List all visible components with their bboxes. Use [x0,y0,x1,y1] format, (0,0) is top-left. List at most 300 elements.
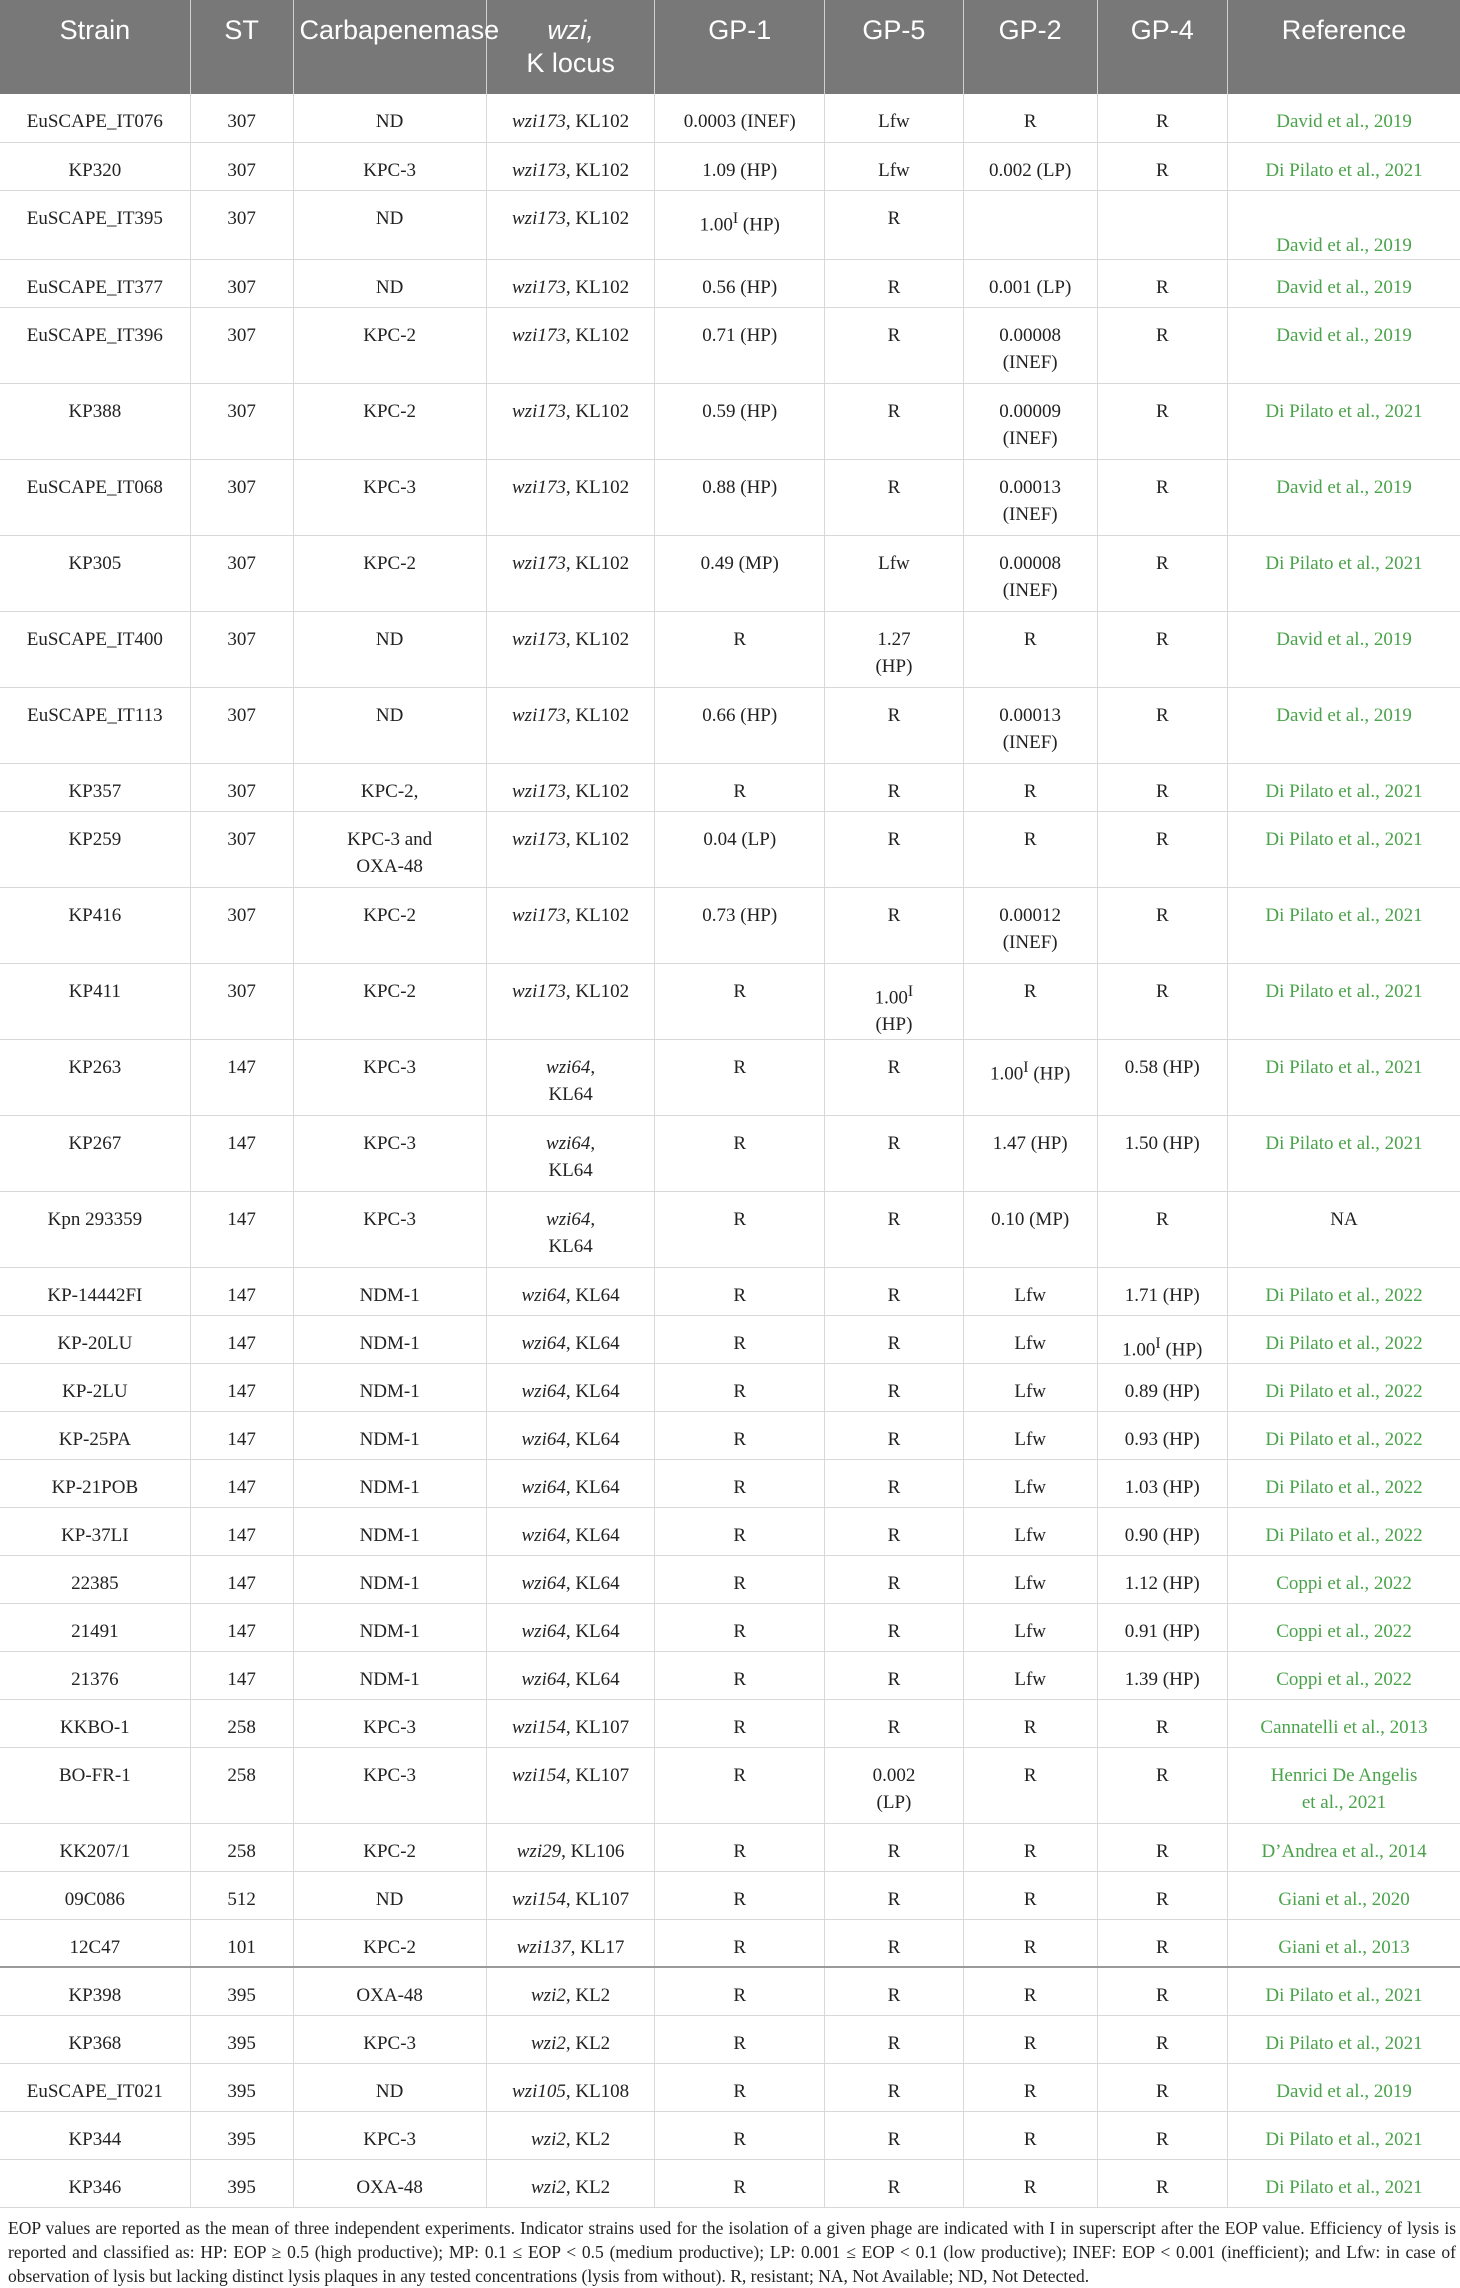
carbapenemase-cell: KPC-3 [363,1716,417,1738]
carbapenemase-cell [293,1115,486,1191]
gp2-cell [963,887,1097,963]
gp4-cell [1097,94,1228,142]
gp4-value: R [1155,400,1169,422]
reference-link[interactable]: Di Pilato et al., 2022 [1265,1476,1423,1498]
gp5-value: R [887,1476,901,1498]
reference-cell [1228,963,1460,1039]
carbapenemase-cell [293,142,486,190]
gp2-value: R [1023,1840,1037,1862]
table-row [0,2159,1460,2207]
gp4-value: R [1155,159,1169,181]
carbapenemase-cell [293,2015,486,2063]
gp5-value: R [887,1284,901,1306]
wzi-k-locus-cell [486,1363,655,1411]
strain-cell [0,307,190,383]
k-locus-value: , KL64 [565,1524,620,1546]
st-cell: 307 [227,828,256,850]
carbapenemase-cell: OXA-48 [356,2176,423,2198]
header-gp5: GP-5 [825,0,964,94]
gp2-cell [963,1315,1097,1363]
carbapenemase-cell [293,94,486,142]
gp5-value: R [887,1840,901,1862]
wzi-value: wzi173 [512,324,566,346]
gp2-cell [963,2111,1097,2159]
gp2-cell [963,1507,1097,1555]
table-row [0,1315,1460,1363]
reference-link[interactable]: Di Pilato et al., 2021 [1265,2176,1423,2198]
k-locus-value: , KL2 [565,2032,611,2054]
reference-link[interactable]: David et al., 2019 [1276,2080,1412,2102]
gp4-value: R [1155,111,1169,132]
gp4-value: R [1155,1208,1169,1230]
strain-cell [0,1507,190,1555]
wzi-value: wzi64 [521,1524,566,1546]
carbapenemase-cell [293,887,486,963]
reference-link[interactable]: Henrici De Angelis [1270,1764,1418,1786]
st-cell: 147 [227,1524,256,1546]
wzi-value: wzi64 [521,1476,566,1498]
table-row [0,190,1460,259]
wzi-k-locus-cell [486,459,655,535]
wzi-value: wzi173 [512,111,566,132]
carbapenemase-cell: KPC-3 and [347,828,433,850]
carbapenemase-cell [293,611,486,687]
reference-link[interactable]: Cannatelli et al., 2013 [1260,1716,1428,1738]
header-gp4: GP-4 [1097,0,1228,94]
header-wzi: wzi, [547,15,594,45]
strain-cell: KP263 [68,1056,122,1078]
reference-link[interactable]: Di Pilato et al., 2021 [1265,904,1423,926]
gp2-suffix: (INEF) [1002,427,1058,449]
k-locus-value: , KL102 [565,904,630,926]
carbapenemase-cell [293,1507,486,1555]
wzi-value: wzi173 [512,159,566,181]
st-cell: 258 [227,1764,256,1786]
reference-link[interactable]: Di Pilato et al., 2021 [1265,980,1423,1002]
reference-link[interactable]: Di Pilato et al., 2021 [1265,828,1423,850]
gp1-value: R [733,1476,747,1498]
header-gp2: GP-2 [963,0,1097,94]
strain-cell: KP-2LU [62,1380,128,1402]
wzi-value: wzi64 [546,1208,591,1230]
st-cell [190,1363,293,1411]
strain-cell: KP320 [68,159,122,181]
gp5-cell [825,383,964,459]
gp4-value: R [1155,980,1169,1002]
gp2-cell [963,2015,1097,2063]
carbapenemase-cell: KPC-3 [363,2032,417,2054]
st-cell [190,535,293,611]
carbapenemase-cell: NDM-1 [359,1476,420,1498]
reference-link[interactable]: Di Pilato et al., 2021 [1265,2032,1423,2054]
reference-link[interactable]: Di Pilato et al., 2021 [1265,1056,1423,1078]
gp4-value: 0.89 (HP) [1124,1380,1200,1402]
reference-link[interactable]: David et al., 2019 [1276,111,1412,132]
gp5-cell [825,535,964,611]
table-row [0,687,1460,763]
table-row [0,535,1460,611]
gp2-value: 0.00008 [999,552,1062,574]
gp1-value: R [733,1284,747,1306]
gp2-suffix: (INEF) [1002,931,1058,953]
reference-link[interactable]: Di Pilato et al., 2021 [1265,159,1423,181]
gp2-value: Lfw [1014,1332,1046,1354]
carbapenemase-cell: KPC-3 [363,2128,417,2150]
gp1-cell [655,1459,825,1507]
carbapenemase-cell [293,1823,486,1871]
strain-cell [0,1555,190,1603]
gp1-indicator: I [732,209,739,227]
gp4-cell [1097,1191,1228,1267]
carbapenemase-cell: KPC-3 [363,159,417,181]
gp1-cell [655,1871,825,1919]
st-cell [190,1747,293,1823]
gp2-value: R [1023,1764,1037,1786]
header-strain: Strain [0,0,190,94]
reference-link[interactable]: Di Pilato et al., 2022 [1265,1428,1423,1450]
strain-cell: 12C47 [69,1936,121,1958]
reference-link[interactable]: David et al., 2019 [1276,704,1412,726]
gp1-value: 1.09 (HP) [702,159,778,181]
table-footnote: EOP values are reported as the mean of three independent experiments. Indicator strains used for the isolation of a given phage are indicated with I in superscript after the EOP value. Efficiency of lysis is reported and classified as: HP: EOP ≥ 0.5 (high productive); MP: 0.1 ≤ EOP < 0.5 (medium productive); LP: 0.001 ≤ EOP < 0.1 (low productive); INEF: EOP < 0.001 (inefficient); and Lfw: in case of observation of lysis but lacking distinct lysis plaques in any tested concentrations (lysis from without). R, resistant; NA, Not Available; ND, Not Detected. [8,2217,1456,2286]
st-cell [190,1039,293,1115]
gp2-cell [963,1459,1097,1507]
reference-link[interactable]: David et al., 2019 [1276,324,1412,346]
table-row [0,307,1460,383]
wzi-value: wzi173 [512,780,566,802]
strain-cell [0,811,190,887]
strain-cell [0,1699,190,1747]
gp2-value: Lfw [1014,1572,1046,1594]
gp4-cell [1097,1267,1228,1315]
gp1-value: R [733,1132,747,1154]
wzi-value: wzi64 [521,1332,566,1354]
strain-cell: EuSCAPE_IT400 [26,628,163,650]
wzi-k-locus-cell [486,94,655,142]
reference-link[interactable]: Coppi et al., 2022 [1276,1668,1412,1690]
strain-cell [0,1459,190,1507]
header-carbapenemase: Carbapenemase [293,0,486,94]
st-cell: 307 [227,628,256,650]
wzi-value: wzi2 [531,1985,566,2007]
st-cell [190,687,293,763]
gp5-value: 1.00 [874,986,908,1008]
st-cell: 307 [227,400,256,422]
gp1-value: R [733,1716,747,1738]
gp1-cell [655,1411,825,1459]
wzi-k-locus-cell [486,535,655,611]
reference-cell [1228,1191,1460,1267]
k-locus-value: , KL102 [565,276,630,298]
st-cell: 147 [227,1620,256,1642]
table-row [0,1823,1460,1871]
strain-cell [0,1363,190,1411]
gp2-cell [963,1919,1097,1967]
gp2-value: Lfw [1014,1428,1046,1450]
table-row [0,1699,1460,1747]
gp4-value: 1.39 (HP) [1124,1668,1200,1690]
carbapenemase-cell [293,811,486,887]
gp4-cell [1097,1747,1228,1823]
gp4-cell [1097,1363,1228,1411]
table-row [0,2063,1460,2111]
strain-cell: KP259 [68,828,122,850]
gp2-value: 1.00 [990,1062,1024,1084]
gp5-value: R [887,704,901,726]
gp1-cell [655,1555,825,1603]
gp1-cell [655,259,825,307]
gp1-cell [655,2015,825,2063]
strain-cell [0,763,190,811]
reference-link-line2[interactable]: David et al., 2019 [1276,234,1412,256]
st-cell: 147 [227,1208,256,1230]
strain-cell [0,1919,190,1967]
gp5-value: R [887,476,901,498]
k-locus-value: , KL64 [565,1284,620,1306]
carbapenemase-cell [293,2063,486,2111]
reference-link[interactable]: David et al., 2019 [1276,628,1412,650]
gp5-value: R [887,1888,901,1910]
gp5-value: R [887,2080,901,2102]
gp1-value: R [733,1428,747,1450]
carbapenemase-cell: ND [375,704,404,726]
gp1-value: R [733,628,747,650]
carbapenemase-cell: KPC-2 [363,552,417,574]
st-cell [190,1555,293,1603]
reference-link[interactable]: Di Pilato et al., 2021 [1265,780,1423,802]
reference-link[interactable]: Di Pilato et al., 2021 [1265,2128,1423,2150]
reference-link-line2[interactable]: et al., 2021 [1301,1791,1387,1813]
reference-link[interactable]: Di Pilato et al., 2021 [1265,1985,1423,2007]
gp2-cell [963,1603,1097,1651]
gp1-cell [655,307,825,383]
reference-link[interactable]: Coppi et al., 2022 [1276,1620,1412,1642]
strain-cell [0,611,190,687]
gp5-value: R [887,780,901,802]
gp1-cell [655,94,825,142]
k-locus-value: , KL64 [565,1380,620,1402]
wzi-value: wzi64 [521,1572,566,1594]
reference-cell [1228,2111,1460,2159]
wzi-value: wzi64 [521,1380,566,1402]
strain-cell: KP368 [68,2032,122,2054]
gp2-cell [963,1267,1097,1315]
gp2-cell [963,1651,1097,1699]
reference-cell [1228,535,1460,611]
wzi-value: wzi2 [531,2128,566,2150]
table-row [0,1459,1460,1507]
wzi-k-locus-cell [486,1267,655,1315]
gp2-value: R [1023,2128,1037,2150]
table-row [0,1651,1460,1699]
strain-cell [0,2159,190,2207]
gp5-cell [825,963,964,1039]
carbapenemase-cell: ND [375,276,404,298]
gp2-value: R [1023,2080,1037,2102]
reference-link[interactable]: Di Pilato et al., 2022 [1265,1380,1423,1402]
wzi-k-locus-cell [486,1967,655,2015]
strain-cell [0,1747,190,1823]
gp4-value: R [1155,780,1169,802]
gp2-suffix: (INEF) [1002,503,1058,525]
gp5-cell [825,94,964,142]
carbapenemase-cell [293,2159,486,2207]
gp2-cell [963,2063,1097,2111]
carbapenemase-cell: KPC-3 [363,1132,417,1154]
carbapenemase-cell: KPC-3 [363,1208,417,1230]
k-locus-value: , KL102 [565,159,630,181]
st-cell: 307 [227,552,256,574]
wzi-value: wzi105 [512,2080,566,2102]
reference-link[interactable]: Di Pilato et al., 2022 [1265,1524,1423,1546]
strain-cell: KP-37LI [61,1524,129,1546]
wzi-value: wzi64 [521,1284,566,1306]
gp2-value: R [1023,1985,1037,2007]
gp1-cell [655,963,825,1039]
gp2-value: R [1023,780,1037,802]
reference-link[interactable]: D’Andrea et al., 2014 [1261,1840,1427,1862]
gp2-value: 0.001 (LP) [989,276,1072,298]
gp5-cell [825,1191,964,1267]
strain-cell: KP305 [68,552,122,574]
gp5-value: R [887,2032,901,2054]
reference-cell [1228,307,1460,383]
gp5-value: Lfw [878,552,910,574]
gp4-value: R [1155,1716,1169,1738]
k-locus-value: , KL64 [565,1620,620,1642]
k-locus-value: , KL102 [565,552,630,574]
reference-cell [1228,1115,1460,1191]
reference-link[interactable]: Di Pilato et al., 2022 [1265,1284,1423,1306]
gp5-value: R [887,1572,901,1594]
table-row [0,963,1460,1039]
gp2-value: 1.47 (HP) [992,1132,1068,1154]
reference-link[interactable]: Coppi et al., 2022 [1276,1572,1412,1594]
reference-link[interactable]: Giani et al., 2013 [1278,1936,1410,1958]
strain-cell [0,1115,190,1191]
gp2-value: R [1023,111,1037,132]
gp1-cell [655,1823,825,1871]
carbapenemase-cell: KPC-2 [363,400,417,422]
st-cell: 147 [227,1668,256,1690]
reference-cell [1228,1871,1460,1919]
gp1-value: 0.0003 (INEF) [683,111,796,132]
reference-cell [1228,1603,1460,1651]
gp5-cell [825,611,964,687]
table-row [0,1555,1460,1603]
gp5-value: R [887,1056,901,1078]
carbapenemase-cell [293,1411,486,1459]
gp1-value: 0.73 (HP) [702,904,778,926]
carbapenemase-cell: KPC-2 [363,1936,417,1958]
reference-link[interactable]: David et al., 2019 [1276,476,1412,498]
strain-cell: KKBO-1 [60,1716,130,1738]
st-cell [190,1315,293,1363]
gp5-value: R [887,207,901,229]
gp4-value: 0.58 (HP) [1124,1056,1200,1078]
gp4-value: R [1155,324,1169,346]
gp5-value: R [887,1524,901,1546]
gp5-value: R [887,1332,901,1354]
strain-cell [0,1603,190,1651]
wzi-k-locus-cell [486,307,655,383]
gp4-value: 1.03 (HP) [1124,1476,1200,1498]
gp2-value: 0.00008 [999,324,1062,346]
reference-cell [1228,1459,1460,1507]
gp2-value: R [1023,1716,1037,1738]
gp4-cell [1097,1507,1228,1555]
strain-cell: KP-21POB [51,1476,139,1498]
k-locus-value: , KL2 [565,1985,611,2007]
gp4-value: R [1155,476,1169,498]
st-cell: 307 [227,111,256,132]
k-locus-value: , KL64 [565,1476,620,1498]
reference-link[interactable]: Di Pilato et al., 2021 [1265,552,1423,574]
reference-link[interactable]: David et al., 2019 [1276,276,1412,298]
wzi-value: wzi154 [512,1888,566,1910]
k-locus-value: , KL107 [565,1888,630,1910]
gp4-value: 1.50 (HP) [1124,1132,1200,1154]
gp5-value: R [887,1668,901,1690]
carbapenemase-cell [293,383,486,459]
reference-link[interactable]: Giani et al., 2020 [1278,1888,1410,1910]
gp4-cell [1097,307,1228,383]
strain-cell [0,1871,190,1919]
carbapenemase-cell: KPC-2, [360,780,419,802]
gp1-suffix: (HP) [738,213,780,235]
st-cell: 147 [227,1132,256,1154]
gp5-value: R [887,828,901,850]
gp1-cell [655,611,825,687]
reference-cell [1228,1363,1460,1411]
st-cell [190,1191,293,1267]
gp1-value: R [733,2080,747,2102]
wzi-value: wzi173 [512,828,566,850]
strain-cell: 21491 [71,1620,119,1642]
wzi-value: wzi2 [531,2032,566,2054]
gp5-cell [825,2111,964,2159]
wzi-k-locus-cell [486,1191,655,1267]
gp5-suffix: (HP) [875,1013,913,1035]
gp5-cell [825,459,964,535]
gp4-cell [1097,1555,1228,1603]
gp4-cell [1097,687,1228,763]
gp2-value: Lfw [1014,1524,1046,1546]
reference-link[interactable]: Di Pilato et al., 2022 [1265,1332,1423,1354]
gp2-cell [963,1039,1097,1115]
gp2-value: Lfw [1014,1476,1046,1498]
gp4-value: R [1155,2128,1169,2150]
gp1-value: R [733,1208,747,1230]
reference-cell [1228,1315,1460,1363]
gp2-cell [963,963,1097,1039]
wzi-value: wzi154 [512,1716,566,1738]
gp4-suffix: (HP) [1160,1338,1203,1360]
k-locus-value: , KL102 [565,980,630,1002]
reference-link[interactable]: Di Pilato et al., 2021 [1265,400,1423,422]
wzi-value: wzi154 [512,1764,566,1786]
k-locus-value: , KL102 [565,207,630,229]
reference-link[interactable]: Di Pilato et al., 2021 [1265,1132,1423,1154]
st-cell [190,1115,293,1191]
strain-cell: KP-20LU [57,1332,133,1354]
table-row [0,1747,1460,1823]
gp5-cell [825,259,964,307]
table-row [0,383,1460,459]
gp5-suffix: (LP) [876,1791,912,1813]
gp5-cell [825,687,964,763]
gp1-value: 1.00 [699,213,733,235]
